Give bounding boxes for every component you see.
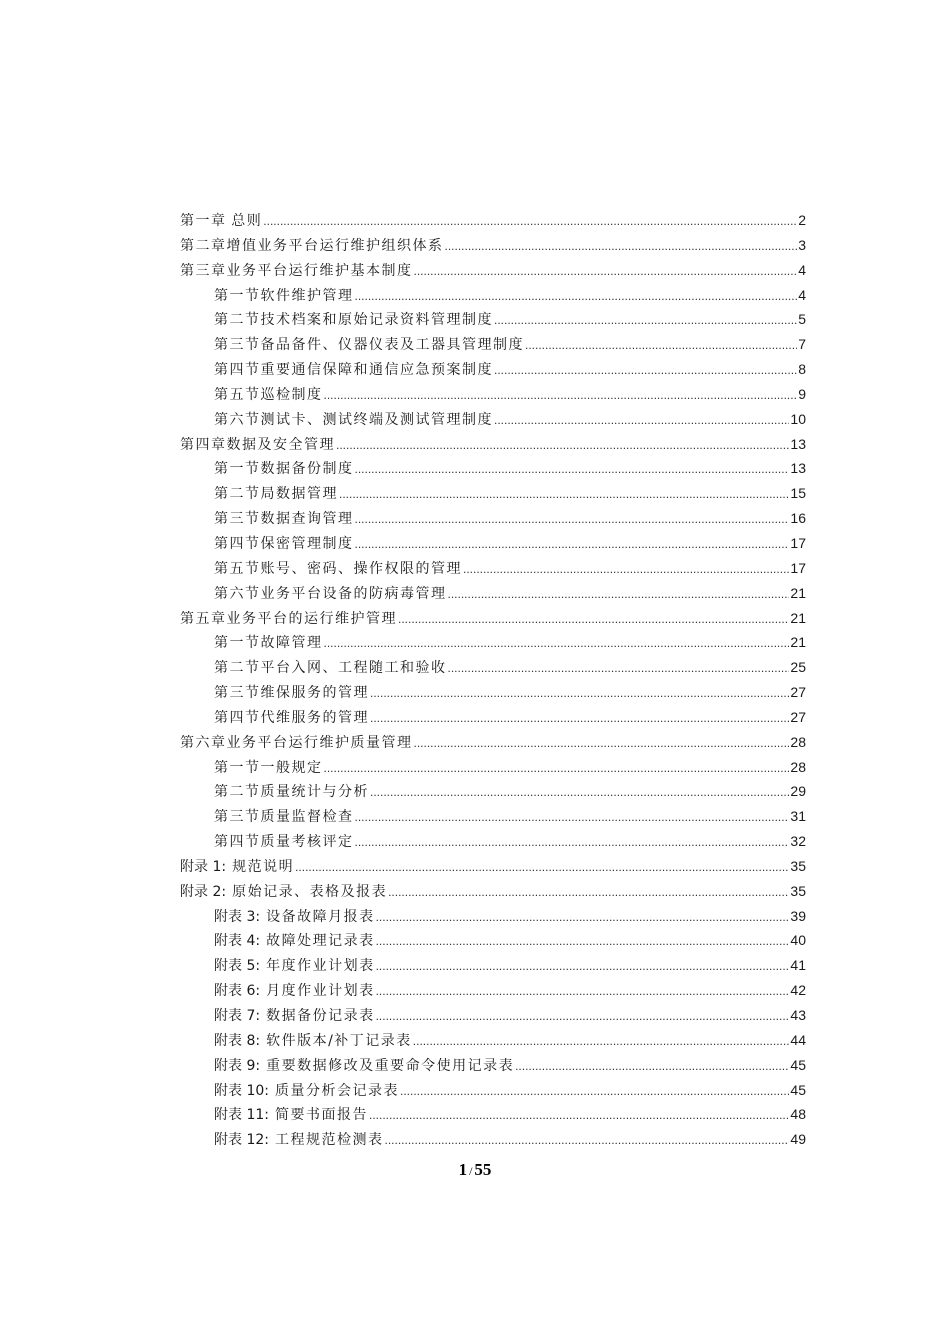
toc-entry-number: 附表 7: — [214, 1008, 261, 1024]
toc-entry-page-number: 49 — [790, 1131, 806, 1148]
toc-entry-title: 软件版本/补丁记录表 — [266, 1032, 412, 1049]
toc-entry-title: 质量监督检查 — [260, 809, 354, 826]
toc-entry-title: 工程规范检测表 — [274, 1132, 384, 1149]
toc-entry-number: 第五章 — [180, 610, 227, 627]
toc-entry-page-number: 15 — [790, 485, 806, 502]
toc-entry-page-number: 13 — [790, 435, 806, 452]
toc-entry[interactable] — [180, 655, 806, 680]
toc-entry[interactable] — [180, 307, 806, 332]
toc-entry-title: 业务平台设备的防病毒管理 — [260, 585, 447, 602]
toc-entry-page-number: 21 — [790, 584, 806, 601]
toc-entry-title: 业务平台运行维护质量管理 — [226, 734, 413, 751]
toc-entry[interactable] — [180, 531, 806, 556]
toc-entry-number: 第三章 — [180, 262, 227, 279]
toc-entry-title: 增值业务平台运行维护组织体系 — [226, 237, 444, 254]
toc-dot-leader — [448, 656, 790, 681]
toc-entry[interactable] — [180, 829, 806, 854]
toc-entry[interactable] — [180, 804, 806, 829]
toc-entry-page-number: 42 — [790, 982, 806, 999]
toc-entry-title: 故障处理记录表 — [266, 933, 375, 950]
toc-dot-leader — [355, 507, 790, 532]
toc-dot-leader — [369, 1103, 789, 1128]
table-of-contents — [180, 208, 806, 1152]
toc-dot-leader — [494, 308, 797, 333]
toc-entry-number: 第一节 — [214, 635, 261, 652]
toc-entry-title: 平台入网、工程随工和验收 — [260, 660, 447, 677]
toc-entry-page-number: 5 — [798, 311, 806, 328]
toc-entry[interactable] — [180, 1003, 806, 1028]
toc-entry-number: 附表 9: — [214, 1057, 261, 1074]
toc-entry-number: 附表 8: — [214, 1032, 261, 1049]
toc-entry-page-number: 8 — [798, 361, 806, 378]
toc-entry[interactable] — [180, 258, 806, 283]
toc-entry-page-number: 45 — [790, 1056, 806, 1073]
toc-entry-number: 第三节 — [214, 511, 261, 528]
page-number — [0, 1160, 950, 1180]
toc-entry-page-number: 35 — [790, 857, 806, 874]
toc-entry-title: 账号、密码、操作权限的管理 — [260, 560, 462, 577]
toc-entry-number: 附表 4: — [214, 933, 261, 950]
toc-entry-page-number: 10 — [790, 410, 806, 427]
toc-dot-leader — [376, 954, 790, 979]
toc-entry-title: 数据及安全管理 — [226, 436, 335, 453]
toc-entry-number: 第二节 — [214, 486, 261, 503]
toc-entry-title: 巡检制度 — [260, 386, 323, 403]
toc-entry-title: 月度作业计划表 — [266, 983, 375, 1000]
toc-entry-number: 第三节 — [214, 685, 261, 702]
toc-entry-page-number: 2 — [798, 212, 806, 228]
toc-entry-title: 备品备件、仪器仪表及工器具管理制度 — [260, 337, 524, 354]
toc-dot-leader — [336, 433, 789, 458]
toc-entry-number: 第五节 — [214, 386, 261, 403]
toc-entry-title: 质量分析会记录表 — [274, 1082, 399, 1099]
toc-entry[interactable] — [180, 879, 806, 904]
toc-entry-title: 业务平台运行维护基本制度 — [226, 262, 413, 279]
toc-entry-number: 附录 2: — [180, 883, 227, 900]
toc-entry-title: 保密管理制度 — [260, 535, 354, 552]
toc-entry-page-number: 3 — [798, 236, 806, 253]
toc-entry-page-number: 28 — [790, 758, 806, 775]
toc-dot-leader — [398, 607, 789, 632]
toc-dot-leader — [525, 333, 797, 358]
toc-dot-leader — [355, 805, 790, 830]
toc-entry-number: 第二节 — [214, 784, 261, 801]
toc-entry[interactable] — [180, 904, 806, 929]
toc-entry[interactable] — [180, 680, 806, 705]
toc-entry-page-number: 17 — [790, 534, 806, 551]
toc-entry-number: 第三节 — [214, 337, 261, 354]
toc-entry-page-number: 48 — [790, 1106, 806, 1123]
toc-entry-page-number: 7 — [798, 336, 806, 353]
toc-entry-title: 总则 — [231, 213, 263, 229]
toc-dot-leader — [445, 234, 798, 259]
toc-entry[interactable] — [180, 755, 806, 780]
toc-entry-number: 第一节 — [214, 287, 261, 304]
toc-entry-page-number: 4 — [798, 261, 806, 278]
toc-entry[interactable] — [180, 432, 806, 457]
toc-entry-number: 第四节 — [214, 709, 261, 726]
toc-entry-number: 第二节 — [214, 660, 261, 677]
toc-entry-number: 第一节 — [214, 759, 261, 776]
toc-entry[interactable] — [180, 854, 806, 879]
toc-entry-title: 设备故障月报表 — [266, 908, 375, 925]
toc-entry-title: 软件维护管理 — [260, 287, 354, 304]
toc-entry[interactable] — [180, 928, 806, 953]
toc-entry[interactable] — [180, 1102, 806, 1127]
toc-entry-page-number: 45 — [790, 1081, 806, 1098]
toc-dot-leader — [448, 582, 790, 607]
toc-entry[interactable] — [180, 233, 806, 258]
toc-entry-title: 代维服务的管理 — [260, 709, 369, 726]
toc-entry-title: 数据备份制度 — [260, 461, 354, 478]
toc-entry[interactable] — [180, 581, 806, 606]
toc-entry-title: 数据备份记录表 — [266, 1008, 375, 1024]
toc-entry-page-number: 43 — [790, 1007, 806, 1023]
toc-entry-page-number: 21 — [790, 609, 806, 626]
toc-entry-number: 第五节 — [214, 560, 261, 577]
toc-entry[interactable] — [180, 283, 806, 308]
toc-entry[interactable] — [180, 978, 806, 1003]
toc-entry-number: 第六节 — [214, 585, 261, 602]
toc-entry[interactable] — [180, 382, 806, 407]
toc-entry-title: 重要数据修改及重要命令使用记录表 — [266, 1057, 515, 1074]
toc-entry-number: 附表 3: — [214, 908, 261, 925]
toc-dot-leader — [370, 780, 789, 805]
toc-entry[interactable] — [180, 506, 806, 531]
toc-entry-number: 附录 1: — [180, 858, 227, 875]
toc-dot-leader — [515, 1054, 789, 1079]
toc-entry-title: 质量统计与分析 — [260, 784, 369, 801]
toc-entry-title: 业务平台的运行维护管理 — [226, 610, 397, 627]
toc-entry-page-number: 9 — [798, 385, 806, 402]
toc-entry-page-number: 31 — [790, 808, 806, 825]
toc-entry[interactable] — [180, 556, 806, 581]
toc-dot-leader — [324, 756, 790, 781]
toc-entry-page-number: 21 — [790, 634, 806, 651]
toc-entry-number: 附表 11: — [214, 1107, 269, 1124]
toc-dot-leader — [324, 631, 790, 656]
toc-dot-leader — [388, 880, 789, 905]
toc-entry[interactable] — [180, 1078, 806, 1103]
toc-entry-title: 原始记录、表格及报表 — [232, 883, 388, 900]
toc-entry-title: 质量考核评定 — [260, 834, 354, 851]
toc-entry-title: 规范说明 — [232, 858, 295, 875]
toc-entry-title: 重要通信保障和通信应急预案制度 — [260, 362, 493, 379]
toc-entry[interactable] — [180, 606, 806, 631]
toc-entry[interactable] — [180, 1127, 806, 1152]
toc-entry-page-number: 4 — [798, 286, 806, 303]
toc-entry-page-number: 28 — [790, 733, 806, 750]
toc-entry[interactable] — [180, 953, 806, 978]
toc-entry-number: 第二章 — [180, 237, 227, 254]
toc-dot-leader — [355, 284, 798, 309]
toc-entry-number: 第四章 — [180, 436, 227, 453]
toc-entry-page-number: 27 — [790, 708, 806, 725]
toc-entry[interactable] — [180, 208, 806, 233]
toc-entry-number: 第六章 — [180, 734, 227, 751]
toc-entry-page-number: 39 — [790, 907, 806, 924]
toc-dot-leader — [376, 905, 790, 930]
toc-entry[interactable] — [180, 332, 806, 357]
toc-dot-leader — [370, 681, 789, 706]
current-page-number: 1 — [458, 1160, 468, 1179]
toc-entry-title: 维保服务的管理 — [260, 685, 369, 702]
toc-entry-number: 第三节 — [214, 809, 261, 826]
toc-dot-leader — [463, 557, 789, 582]
toc-entry-number: 第二节 — [214, 312, 261, 329]
toc-dot-leader — [400, 1079, 789, 1104]
toc-dot-leader — [376, 1004, 790, 1029]
toc-dot-leader — [355, 457, 790, 482]
toc-dot-leader — [339, 482, 789, 507]
toc-entry[interactable] — [180, 1053, 806, 1078]
toc-entry-page-number: 35 — [790, 882, 806, 899]
toc-dot-leader — [413, 1029, 790, 1054]
toc-dot-leader — [414, 731, 790, 756]
total-pages: 55 — [474, 1160, 492, 1179]
toc-entry[interactable] — [180, 705, 806, 730]
toc-entry-number: 第四节 — [214, 834, 261, 851]
toc-entry-number: 附表 12: — [214, 1132, 269, 1149]
toc-entry-page-number: 13 — [790, 460, 806, 477]
toc-entry-page-number: 40 — [790, 932, 806, 949]
toc-entry-number: 附表 6: — [214, 983, 261, 1000]
toc-entry-number: 第六节 — [214, 411, 261, 428]
toc-entry-title: 数据查询管理 — [260, 511, 354, 528]
toc-entry-page-number: 32 — [790, 833, 806, 850]
toc-entry-page-number: 25 — [790, 659, 806, 676]
toc-entry-number: 附表 10: — [214, 1082, 269, 1099]
toc-entry[interactable] — [180, 779, 806, 804]
toc-entry-page-number: 44 — [790, 1031, 806, 1048]
toc-entry-number: 第四节 — [214, 535, 261, 552]
toc-entry[interactable] — [180, 481, 806, 506]
toc-dot-leader — [324, 383, 798, 408]
toc-dot-leader — [414, 259, 798, 284]
toc-entry[interactable] — [180, 407, 806, 432]
toc-entry-title: 一般规定 — [260, 759, 323, 776]
toc-entry-page-number: 29 — [790, 783, 806, 800]
toc-entry[interactable] — [180, 456, 806, 481]
toc-dot-leader — [376, 979, 790, 1004]
toc-entry[interactable] — [180, 1028, 806, 1053]
toc-dot-leader — [355, 532, 790, 557]
toc-entry-page-number: 16 — [790, 510, 806, 527]
toc-dot-leader — [355, 830, 790, 855]
toc-entry[interactable] — [180, 357, 806, 382]
toc-entry-title: 局数据管理 — [260, 486, 338, 503]
toc-dot-leader — [376, 929, 790, 954]
toc-entry-page-number: 41 — [790, 957, 806, 974]
toc-dot-leader — [494, 408, 789, 433]
toc-entry-number: 第一章 — [180, 213, 227, 229]
toc-entry[interactable] — [180, 730, 806, 755]
toc-dot-leader — [263, 209, 797, 234]
toc-entry-number: 第一节 — [214, 461, 261, 478]
page-separator: / — [469, 1164, 473, 1178]
toc-entry-number: 附表 5: — [214, 958, 261, 975]
toc-entry-page-number: 17 — [790, 559, 806, 576]
toc-dot-leader — [494, 358, 797, 383]
toc-dot-leader — [384, 1128, 789, 1153]
toc-entry-title: 技术档案和原始记录资料管理制度 — [260, 312, 493, 329]
toc-entry-number: 第四节 — [214, 362, 261, 379]
toc-entry-title: 年度作业计划表 — [266, 958, 375, 975]
toc-dot-leader — [370, 706, 789, 731]
toc-entry[interactable] — [180, 630, 806, 655]
toc-entry-page-number: 27 — [790, 684, 806, 701]
toc-entry-title: 简要书面报告 — [274, 1107, 368, 1124]
toc-entry-title: 测试卡、测试终端及测试管理制度 — [260, 411, 493, 428]
toc-dot-leader — [295, 855, 789, 880]
toc-entry-title: 故障管理 — [260, 635, 323, 652]
